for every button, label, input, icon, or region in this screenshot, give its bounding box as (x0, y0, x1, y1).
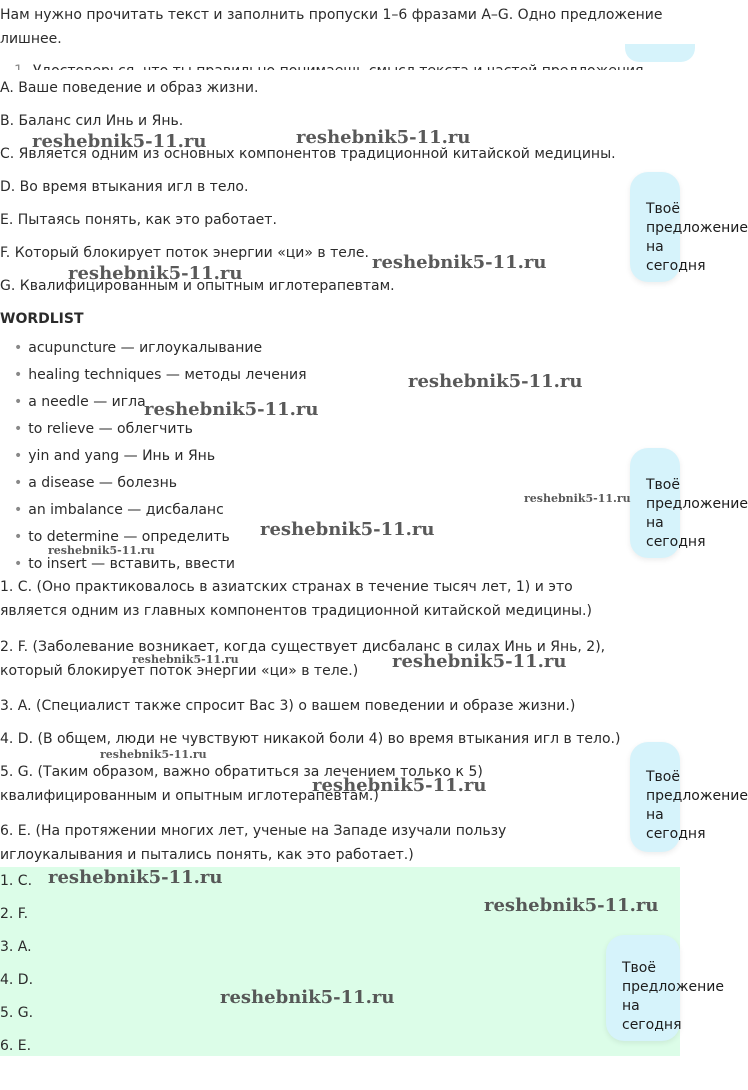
chat-bubble[interactable] (606, 935, 724, 1041)
watermark: reshebnik5-11.ru (372, 252, 547, 273)
wordlist-item: • yin and yang — Инь и Янь (14, 448, 216, 464)
watermark: reshebnik5-11.ru (48, 867, 223, 888)
explanation-2: 2. F. (Заболевание возникает, когда существует дисбаланс в силах Инь и Янь, 2), который блокирует поток энергии «ци» в теле.) (0, 639, 606, 679)
option-f: F. Который блокирует поток энергии «ци» в теле. (0, 245, 369, 261)
option-e: E. Пытаясь понять, как это работает. (0, 212, 277, 228)
option-c: C. Является одним из основных компонентов традиционной китайской медицины. (0, 146, 616, 162)
explanation-3: 3. A. (Специалист также спросит Вас 3) о вашем поведении и образе жизни.) (0, 698, 576, 714)
option-a: A. Ваше поведение и образ жизни. (0, 80, 259, 96)
watermark: reshebnik5-11.ru (220, 987, 395, 1008)
chat-bubble-text: Твоё предложение на сегодня (646, 769, 748, 842)
watermark: reshebnik5-11.ru (48, 544, 155, 557)
watermark: reshebnik5-11.ru (408, 371, 583, 392)
wordlist-item: • a needle — игла (14, 394, 146, 410)
chat-bubble-text: Твоё предложение на сегодня (622, 960, 724, 1033)
watermark: reshebnik5-11.ru (32, 131, 207, 152)
watermark: reshebnik5-11.ru (132, 653, 239, 666)
wordlist-item: • to relieve — облегчить (14, 421, 193, 437)
wordlist-item: • to determine — определить (14, 529, 230, 545)
chat-bubble[interactable] (630, 742, 748, 852)
wordlist-item: • acupuncture — иглоукалывание (14, 340, 263, 356)
watermark: reshebnik5-11.ru (144, 399, 319, 420)
answer-4: 4. D. (0, 972, 34, 988)
explanation-5: 5. G. (Таким образом, важно обратиться за лечением только к 5) квалифицированным и опытным иглотерапевтам.) (0, 764, 483, 804)
explanation-1: 1. C. (Оно практиковалось в азиатских странах в течение тысяч лет, 1) и это является одним из главных компонентов традиционной китайской медицины.) (0, 579, 592, 619)
chat-bubble[interactable] (630, 448, 748, 558)
wordlist-item: • a disease — болезнь (14, 475, 177, 491)
option-d: D. Во время втыкания игл в тело. (0, 179, 249, 195)
task-line-cover (0, 70, 680, 80)
explanation-4: 4. D. (В общем, люди не чувствуют никакой боли 4) во время втыкания игл в тело.) (0, 731, 621, 747)
option-g: G. Квалифицированным и опытным иглотерапевтам. (0, 278, 395, 294)
watermark: reshebnik5-11.ru (524, 492, 631, 505)
watermark: reshebnik5-11.ru (484, 895, 659, 916)
wordlist-item: • to insert — вставить, ввести (14, 556, 235, 572)
answer-2: 2. F. (0, 906, 29, 922)
explanation-6: 6. E. (На протяжении многих лет, ученые на Западе изучали пользу иглоукалывания и пытались понять, как это работает.) (0, 823, 507, 863)
watermark: reshebnik5-11.ru (260, 519, 435, 540)
watermark: reshebnik5-11.ru (312, 775, 487, 796)
answer-6: 6. E. (0, 1038, 32, 1054)
option-b: B. Баланс сил Инь и Янь. (0, 113, 184, 129)
chat-bubble-text: Твоё предложение на сегодня (646, 201, 748, 274)
answer-3: 3. A. (0, 939, 32, 955)
watermark: reshebnik5-11.ru (100, 748, 207, 761)
watermark: reshebnik5-11.ru (392, 651, 567, 672)
chat-bubble[interactable] (630, 172, 748, 282)
wordlist-item: • an imbalance — дисбаланс (14, 502, 224, 518)
answer-1: 1. C. (0, 873, 33, 889)
intro-text: Нам нужно прочитать текст и заполнить пропуски 1–6 фразами A–G. Одно предложение лишнее. (0, 7, 663, 47)
watermark: reshebnik5-11.ru (68, 263, 243, 284)
wordlist-item: • healing techniques — методы лечения (14, 367, 307, 383)
wordlist-title: WORDLIST (0, 311, 84, 327)
answer-5: 5. G. (0, 1005, 34, 1021)
chat-bubble-text: Твоё предложение на сегодня (646, 477, 748, 550)
watermark: reshebnik5-11.ru (296, 127, 471, 148)
